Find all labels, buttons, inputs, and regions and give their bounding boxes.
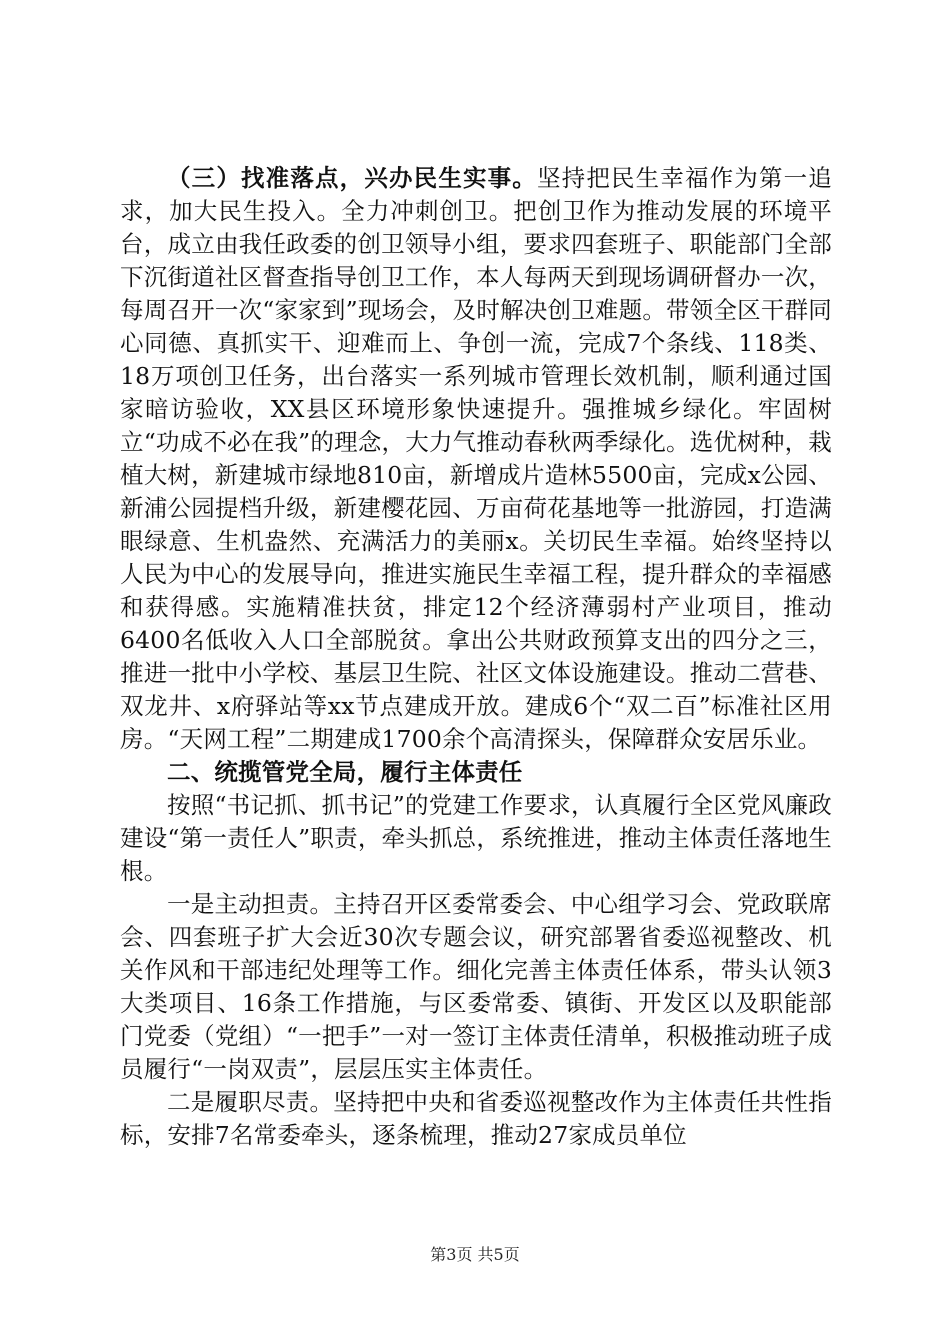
page-footer: 第3页 共5页 <box>430 1245 520 1264</box>
section-heading-2: 二、统揽管党全局，履行主体责任 <box>167 758 523 786</box>
paragraph-party-building: 按照“书记抓、抓书记”的党建工作要求，认真履行全区党风廉政建设“第一责任人”职责，牵头抓总，系统推进，推动主体责任落地生根。 <box>120 791 832 885</box>
paragraph-fulfill-duties: 二是履职尽责。坚持把中央和省委巡视整改作为主体责任共性指标，安排7名常委牵头，逐条梳理，推动27家成员单位 <box>120 1088 832 1149</box>
paragraph-text: 坚持把民生幸福作为第一追求，加大民生投入。全力冲刺创卫。把创卫作为推动发展的环境平台，成立由我任政委的创卫领导小组，要求四套班子、职能部门全部下沉街道社区督查指导创卫工作，本人每两天到现场调研督办一次，每周召开一次“家家到”现场会，及时解决创卫难题。带领全区干群同心同德、真抓实干、迎难而上、争创一流，完成7个条线、118类、18万项创卫任务，出台落实一系列城市管理长效机制，顺利通过国家暗访验收，XX县区环境形象快速提升。强推城乡绿化。牢固树立“功成不必在我”的理念，大力气推动春秋两季绿化。选优树种，栽植大树，新建城市绿地810亩，新增成片造林5500亩，完成x公园、新浦公园提档升级，新建樱花园、万亩荷花基地等一批游园，打造满眼绿意、生机盎然、充满活力的美丽x。关切民生幸福。始终坚持以人民为中心的发展导向，推进实施民生幸福工程，提升群众的幸福感和获得感。实施精准扶贫，排定12个经济薄弱村产业项目，推动6400名低收入人口全部脱贫。拿出公共财政预算支出的四分之三，推进一批中小学校、基层卫生院、社区文体设施建设。推动二营巷、双龙井、x府驿站等xx节点建成开放。建成6个“双二百”标准社区用房。“天网工程”二期建成1700余个高清探头，保障群众安居乐业。 <box>120 164 833 753</box>
section-lead-title: （三）找准落点，兴办民生实事。 <box>167 164 537 192</box>
document-body <box>120 162 832 1152</box>
paragraph-take-responsibility: 一是主动担责。主持召开区委常委会、中心组学习会、党政联席会、四套班子扩大会近30次专题会议，研究部署省委巡视整改、机关作风和干部违纪处理等工作。细化完善主体责任体系，带头认领3大类项目、16条工作措施，与区委常委、镇街、开发区以及职能部门党委（党组）“一把手”一对一签订主体责任清单，积极推动班子成员履行“一岗双责”，层层压实主体责任。 <box>120 890 832 1083</box>
paragraph-livelihood <box>120 162 832 756</box>
